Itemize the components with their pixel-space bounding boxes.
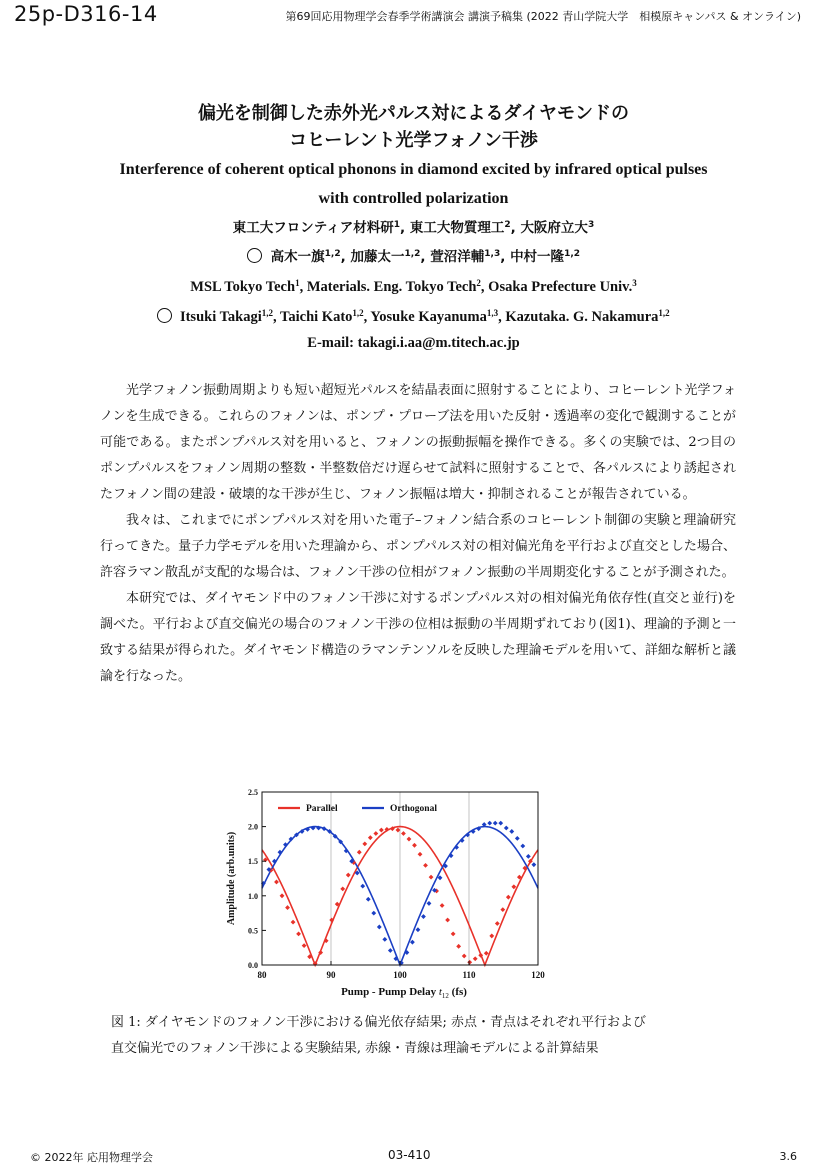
y-tick-label: 1.5 <box>248 857 258 867</box>
data-point-parallel <box>357 850 362 855</box>
separator: , <box>498 309 506 325</box>
data-point-parallel <box>511 884 516 889</box>
separator: , <box>299 279 307 295</box>
data-point-parallel <box>506 895 511 900</box>
data-point-orthogonal <box>377 925 382 930</box>
data-point-parallel <box>340 886 345 891</box>
y-tick-label: 1.0 <box>248 891 258 901</box>
x-axis-label-var: t <box>438 986 442 998</box>
x-axis-label-unit: (fs) <box>448 986 467 998</box>
paragraph-2: 我々は、これまでにポンプパルス対を用いた電子–フォノン結合系のコヒーレント制御の実験と理論研究行ってきた。量子力学モデルを用いた理論から、ポンプパルス対の相対偏光角を平行および直交とした場合、許容ラマン散乱が支配的な場合は、フォノン干渉の位相がフォノン振動の半周期変化することが予測された。 <box>100 513 736 580</box>
separator: , <box>273 309 281 325</box>
y-tick-label: 0.0 <box>248 961 258 970</box>
x-axis-label <box>341 986 467 1000</box>
affiliation-ja-2: 東工大物質理工 <box>409 220 505 236</box>
affiliation-en-1: MSL Tokyo Tech <box>190 279 296 295</box>
title-en-line1: Interference of coherent optical phonons in diamond excited by infrared optical pulses <box>119 161 708 178</box>
data-point-orthogonal <box>520 844 525 849</box>
figure-1 <box>200 780 560 1005</box>
author-en-4: Kazutaka. G. Nakamura <box>505 309 659 325</box>
author-en-1: Itsuki Takagi <box>179 309 262 325</box>
data-point-parallel <box>429 875 434 880</box>
title-en-line2: with controlled polarization <box>318 190 509 207</box>
data-point-orthogonal <box>421 914 426 919</box>
figure-caption <box>111 1010 751 1062</box>
data-point-parallel <box>302 943 307 948</box>
x-tick-label: 100 <box>393 970 407 980</box>
footer-page-number: 03-410 <box>388 1148 431 1162</box>
presenter-circle-icon <box>157 308 172 323</box>
affiliations-ja <box>0 212 827 241</box>
data-point-parallel <box>412 843 417 848</box>
data-point-orthogonal <box>454 845 459 850</box>
paragraph-3: 本研究では、ダイヤモンド中のフォノン干渉に対するポンプパルス対の相対偏光角依存性(直交と並行)を調べた。平行および直交偏光の場合のフォノン干渉の位相は振動の半周期ずれており(図1)、理論的予測と一致する結果が得られた。ダイヤモンド構造のラマンテンソルを反映した理論モデルを用いて、詳細な解析と議論を行なった。 <box>100 591 736 684</box>
separator: , <box>399 220 410 236</box>
x-tick-label: 80 <box>257 970 267 980</box>
data-point-orthogonal <box>487 821 492 826</box>
footer-copyright: © 2022年 応用物理学会 <box>30 1151 153 1164</box>
data-point-parallel <box>440 903 445 908</box>
data-point-parallel <box>373 831 378 836</box>
title-ja-line1: 偏光を制御した赤外光パルス対によるダイヤモンドの <box>197 103 630 124</box>
data-point-parallel <box>489 934 494 939</box>
data-point-parallel <box>368 835 373 840</box>
data-point-parallel <box>445 918 450 923</box>
author-ja-1: 高木一旗 <box>270 249 325 265</box>
x-tick-label: 110 <box>462 970 476 980</box>
data-point-parallel <box>423 863 428 868</box>
data-point-parallel <box>291 920 296 925</box>
affiliation-en-3-sup: 3 <box>632 278 637 288</box>
data-point-parallel <box>462 954 467 959</box>
data-point-parallel <box>280 893 285 898</box>
y-axis-label: Amplitude (arb.units) <box>226 831 237 926</box>
author-en-4-sup: 1,2 <box>658 308 670 318</box>
amplitude-chart <box>200 780 560 1005</box>
legend-label-orthogonal: Orthogonal <box>390 804 437 814</box>
author-ja-3: 萱沼洋輔 <box>430 249 485 265</box>
data-point-orthogonal <box>322 826 327 831</box>
data-point-parallel <box>484 951 489 956</box>
data-point-orthogonal <box>283 842 288 847</box>
author-ja-4-sup: 1,2 <box>564 249 581 259</box>
affiliation-en-2: Materials. Eng. Tokyo Tech <box>306 279 477 295</box>
data-point-orthogonal <box>360 884 365 889</box>
author-en-1-sup: 1,2 <box>261 308 274 318</box>
email: E-mail: takagi.i.aa@m.titech.ac.jp <box>307 335 520 351</box>
data-point-parallel <box>274 880 279 885</box>
data-point-orthogonal <box>366 897 371 902</box>
body-text <box>100 378 736 690</box>
data-point-orthogonal <box>460 838 465 843</box>
data-point-orthogonal <box>272 859 277 864</box>
data-point-parallel <box>467 960 472 965</box>
legend-label-parallel: Parallel <box>306 804 338 814</box>
presenter-circle-icon <box>247 248 262 263</box>
data-point-orthogonal <box>509 829 514 834</box>
data-point-parallel <box>362 841 367 846</box>
author-en-2-sup: 1,2 <box>352 308 364 318</box>
affiliation-ja-1: 東工大フロンティア材料研 <box>232 220 394 236</box>
separator: , <box>340 249 351 265</box>
data-point-orthogonal <box>427 901 432 906</box>
data-point-parallel <box>407 837 412 842</box>
data-point-parallel <box>473 956 478 961</box>
data-point-orthogonal <box>382 937 387 942</box>
caption-line-2: 直交偏光でのフォノン干渉による実験結果, 赤線・青線は理論モデルによる計算結果 <box>111 1041 599 1056</box>
affiliations-en <box>0 270 827 300</box>
paragraph-1: 光学フォノン振動周期よりも短い超短光パルスを結晶表面に照射することにより、コヒーレント光学フォノンを生成できる。これらのフォノンは、ポンプ・プローブ法を用いた反射・透過率の変化で観測することが可能である。またポンプパルス対を用いると、フォノンの振動振幅を操作できる。多くの実験では、2つ目のポンプパルスをフォノン周期の整数・半整数倍だけ遅らせて試料に照射することで、各パルスにより誘起されたフォノン間の建設・破壊的な干渉が生じ、フォノン振幅は増大・抑制されることが報告されている。 <box>100 383 736 502</box>
data-point-orthogonal <box>388 948 393 953</box>
data-point-parallel <box>500 907 505 912</box>
x-tick-label: 90 <box>326 970 336 980</box>
data-point-parallel <box>346 873 351 878</box>
affiliation-en-3: Osaka Prefecture Univ. <box>488 279 633 295</box>
data-point-orthogonal <box>498 821 503 826</box>
separator: , <box>420 249 431 265</box>
separator: , <box>363 309 371 325</box>
session-id: 25p-D316-14 <box>14 2 158 26</box>
author-en-3: Yosuke Kayanuma <box>370 309 487 325</box>
data-point-orthogonal <box>410 940 415 945</box>
title-ja-line2: コヒーレント光学フォノン干渉 <box>289 130 538 151</box>
authors-ja <box>0 241 827 270</box>
data-point-parallel <box>379 828 384 833</box>
footer-version: 3.6 <box>779 1150 797 1163</box>
data-point-parallel <box>401 831 406 836</box>
x-axis-label-sub: 12 <box>441 992 449 1000</box>
data-point-orthogonal <box>526 854 531 859</box>
y-tick-label: 2.5 <box>248 788 258 797</box>
author-ja-3-sup: 1,3 <box>484 249 501 259</box>
affiliation-en-1-sup: 1 <box>295 278 300 288</box>
separator: , <box>480 279 489 295</box>
affiliation-ja-3-sup: 3 <box>587 220 595 230</box>
author-ja-2-sup: 1,2 <box>404 249 421 259</box>
separator: , <box>500 249 511 265</box>
conference-header: 第69回応用物理学会春季学術講演会 講演予稿集 (2022 青山学院大学 相模原キャンパス & オンライン) <box>285 10 801 23</box>
data-point-orthogonal <box>493 821 498 826</box>
caption-line-1: 図 1: ダイヤモンドのフォノン干渉における偏光依存結果; 赤点・青点はそれぞれ平行および <box>111 1015 646 1030</box>
author-ja-4: 中村一隆 <box>510 249 565 265</box>
data-point-parallel <box>418 852 423 857</box>
data-point-orthogonal <box>416 927 421 932</box>
author-ja-1-sup: 1,2 <box>324 249 341 259</box>
data-point-parallel <box>296 931 301 936</box>
author-en-2: Taichi Kato <box>280 309 353 325</box>
author-en-3-sup: 1,3 <box>486 308 499 318</box>
separator: , <box>510 220 521 236</box>
y-tick-label: 0.5 <box>248 926 258 936</box>
data-point-parallel <box>285 905 290 910</box>
x-tick-label: 120 <box>531 970 545 980</box>
data-point-orthogonal <box>504 826 509 831</box>
x-axis-label-main: Pump - Pump Delay <box>341 986 439 998</box>
affiliation-ja-2-sup: 2 <box>504 220 511 230</box>
data-point-parallel <box>495 921 500 926</box>
data-point-parallel <box>456 944 461 949</box>
affiliation-ja-3: 大阪府立大 <box>520 220 588 236</box>
affiliation-en-2-sup: 2 <box>476 278 481 288</box>
data-point-orthogonal <box>531 862 536 867</box>
authors-en <box>0 300 827 330</box>
data-point-parallel <box>451 931 456 936</box>
y-tick-label: 2.0 <box>248 822 258 832</box>
data-point-orthogonal <box>371 911 376 916</box>
data-point-orthogonal <box>515 836 520 841</box>
title-block <box>0 100 827 356</box>
affiliation-ja-1-sup: 1 <box>393 220 400 230</box>
data-point-orthogonal <box>278 850 283 855</box>
author-ja-2: 加藤太一 <box>350 249 405 265</box>
